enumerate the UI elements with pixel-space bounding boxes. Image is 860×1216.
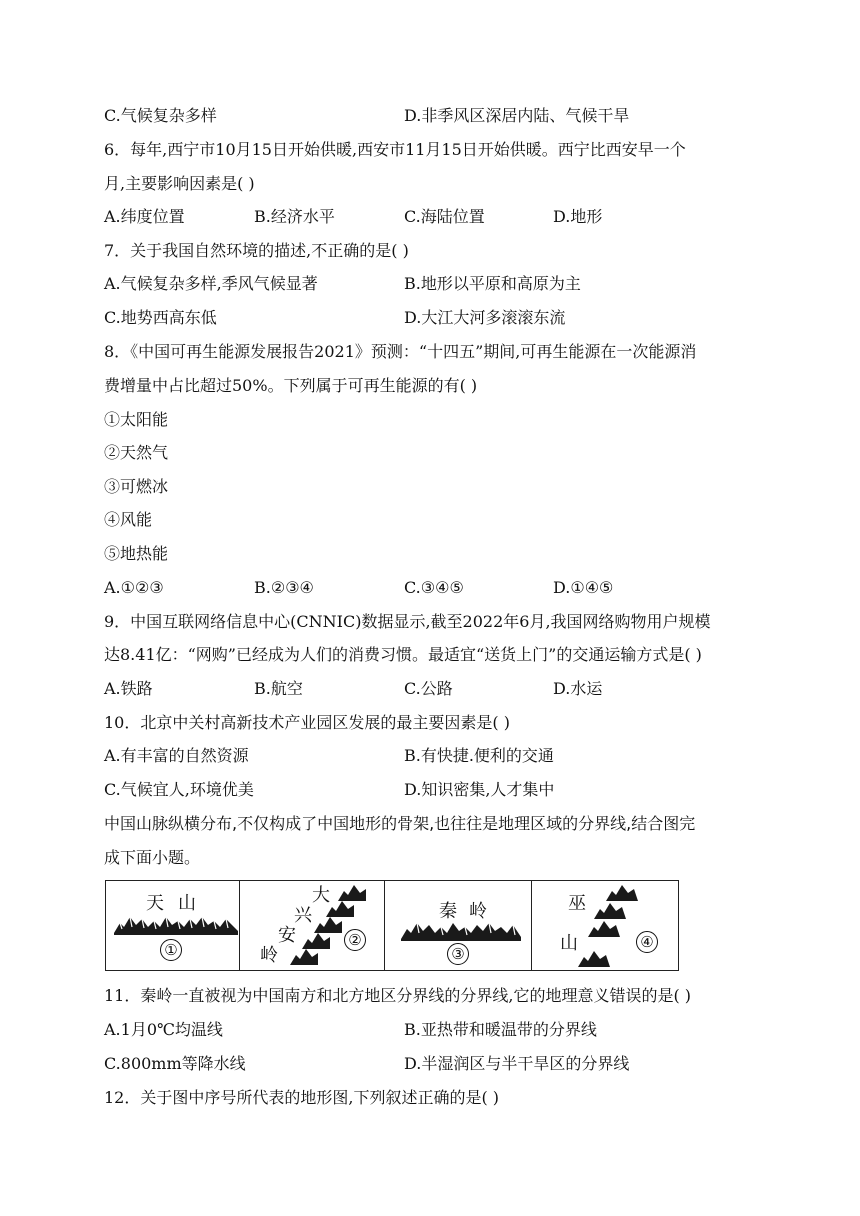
figure-panel-2 — [240, 881, 385, 970]
option-text: B.亚热带和暖温带的分界线 — [404, 1020, 597, 1039]
mountain-range-icon — [278, 883, 368, 969]
option-text: C.气候复杂多样 — [104, 106, 217, 125]
mountain-range-icon — [114, 913, 238, 935]
mountain-range-icon — [572, 883, 642, 969]
option-text: B.地形以平原和高原为主 — [404, 274, 581, 293]
option-text: D.知识密集,人才集中 — [404, 780, 555, 799]
question-text: ③可燃冰 — [104, 477, 169, 496]
panel-label-char: 山 — [560, 933, 578, 954]
figure-panel-3 — [385, 881, 532, 970]
mountain-range-icon — [401, 921, 521, 941]
panel-label-char: 山 — [178, 893, 196, 914]
option-text: D.地形 — [553, 207, 603, 226]
figure-panel-4 — [532, 881, 677, 970]
option-text: D.非季风区深居内陆、气候干旱 — [404, 106, 630, 125]
panel-label-char: 岭 — [469, 901, 487, 922]
option-text: C.公路 — [404, 679, 453, 698]
intro-text: 成下面小题。 — [104, 848, 201, 867]
option-text: A.①②③ — [104, 578, 164, 597]
panel-label-char: 兴 — [294, 905, 312, 926]
panel-number: ① — [160, 939, 182, 961]
option-text: C.③④⑤ — [404, 578, 464, 597]
option-text: A.纬度位置 — [104, 207, 185, 226]
question-text: 达8.41亿：“网购”已经成为人们的消费习惯。最适宜“送货上门”的交通运输方式是( ) — [104, 645, 702, 664]
option-text: B.有快捷.便利的交通 — [404, 746, 554, 765]
question-text: 11．秦岭一直被视为中国南方和北方地区分界线的分界线,它的地理意义错误的是( ) — [104, 986, 692, 1005]
question-text: ⑤地热能 — [104, 544, 169, 563]
panel-number: ③ — [447, 943, 469, 965]
option-text: D.水运 — [553, 679, 603, 698]
option-text: A.有丰富的自然资源 — [104, 746, 249, 765]
question-text: ④风能 — [104, 510, 153, 529]
option-text: B.经济水平 — [254, 207, 335, 226]
figure-panel-1 — [106, 881, 240, 970]
panel-label-char: 安 — [278, 925, 296, 946]
option-text: C.海陆位置 — [404, 207, 485, 226]
panel-number: ④ — [636, 931, 658, 953]
question-text: 6．每年,西宁市10月15日开始供暖,西安市11月15日开始供暖。西宁比西安早一个 — [104, 140, 686, 159]
question-text: 7．关于我国自然环境的描述,不正确的是( ) — [104, 241, 409, 260]
option-text: A.1月0℃均温线 — [104, 1020, 223, 1039]
option-text: D.大江大河多滚滚东流 — [404, 308, 566, 327]
panel-label-char: 天 — [146, 893, 164, 914]
question-text: 10．北京中关村高新技术产业园区发展的最主要因素是( ) — [104, 713, 510, 732]
panel-label-char: 岭 — [260, 945, 278, 966]
question-text: 9．中国互联网络信息中心(CNNIC)数据显示,截至2022年6月,我国网络购物用户规模 — [104, 612, 711, 631]
question-text: 费增量中占比超过50%。下列属于可再生能源的有( ) — [104, 376, 478, 395]
option-text: C.气候宜人,环境优美 — [104, 780, 254, 799]
option-text: D.①④⑤ — [553, 578, 614, 597]
option-text: B.②③④ — [254, 578, 314, 597]
option-text: B.航空 — [254, 679, 303, 698]
option-text: A.铁路 — [104, 679, 153, 698]
intro-text: 中国山脉纵横分布,不仅构成了中国地形的骨架,也往往是地理区域的分界线,结合图完 — [104, 814, 696, 833]
question-text: ①太阳能 — [104, 410, 169, 429]
option-text: D.半湿润区与半干旱区的分界线 — [404, 1054, 630, 1073]
option-text: C.地势西高东低 — [104, 308, 217, 327]
question-text: 12．关于图中序号所代表的地形图,下列叙述正确的是( ) — [104, 1088, 500, 1107]
option-text: A.气候复杂多样,季风气候显著 — [104, 274, 318, 293]
panel-label-char: 巫 — [568, 893, 586, 914]
mountain-figure — [105, 880, 679, 971]
option-text: C.800mm等降水线 — [104, 1054, 246, 1073]
question-text: 8．《中国可再生能源发展报告2021》预测：“十四五”期间,可再生能源在一次能源消 — [104, 342, 697, 361]
question-text: ②天然气 — [104, 443, 169, 462]
panel-label-char: 大 — [312, 885, 330, 906]
question-text: 月,主要影响因素是( ) — [104, 174, 255, 193]
panel-label-char: 秦 — [439, 901, 457, 922]
panel-number: ② — [344, 929, 366, 951]
